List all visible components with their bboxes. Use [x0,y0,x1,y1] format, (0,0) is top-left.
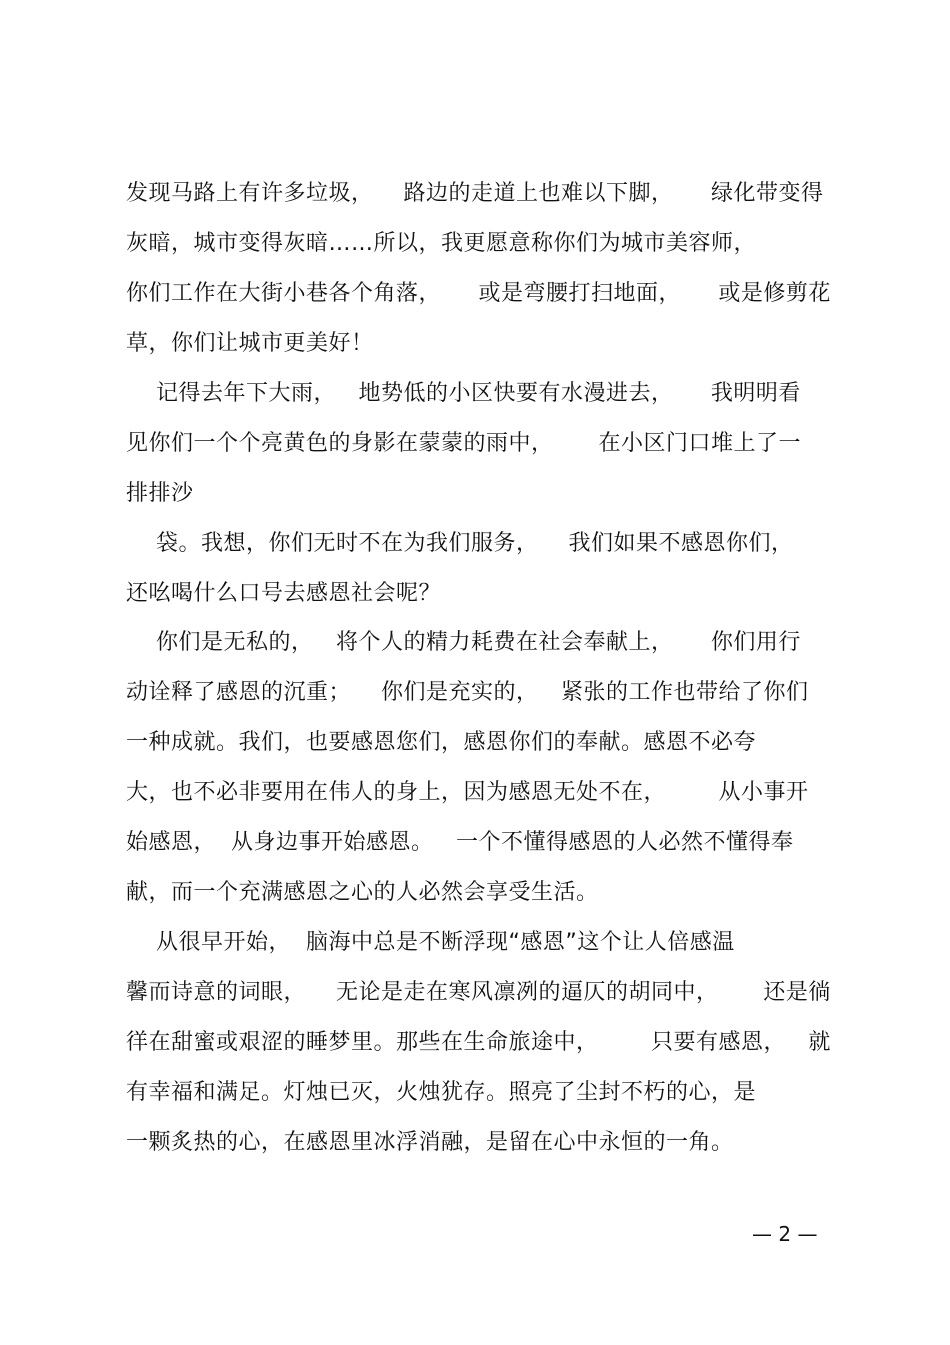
text-line: 徉在甜蜜或艰涩的睡梦里。那些在生命旅途中， 只要有感恩， 就 [126,1030,831,1055]
text-line: 有幸福和满足。灯烛已灭，火烛犹存。照亮了尘封不朽的心，是 [126,1080,757,1105]
text-line: 你们是无私的， 将个人的精力耗费在社会奉献上， 你们用行 [126,630,801,655]
text-line: 从很早开始， 脑海中总是不断浮现“感恩”这个让人倍感温 [126,930,735,955]
text-line: 袋。我想，你们无时不在为我们服务， 我们如果不感恩你们， [126,531,794,556]
text-line: 大，也不必非要用在伟人的身上，因为感恩无处不在， 从小事开 [126,780,809,805]
text-line: 始感恩， 从身边事开始感恩。 一个不懂得感恩的人必然不懂得奉 [126,830,794,855]
text-line: 记得去年下大雨， 地势低的小区快要有水漫进去， 我明明看 [126,381,801,406]
text-line: 还吆喝什么口号去感恩社会呢？ [126,581,442,606]
text-line: 排排沙 [126,481,194,506]
text-line: 你们工作在大街小巷各个角落， 或是弯腰打扫地面， 或是修剪花 [126,281,831,306]
text-line: 献，而一个充满感恩之心的人必然会享受生活。 [126,880,599,905]
text-line: 见你们一个个亮黄色的身影在蒙蒙的雨中， 在小区门口堆上了一 [126,431,801,456]
text-line: 馨而诗意的词眼， 无论是走在寒风凛冽的逼仄的胡同中， 还是徜 [126,980,831,1005]
text-line: 灰暗，城市变得灰暗……所以，我更愿意称你们为城市美容师， [126,231,757,256]
text-line: 一颗炙热的心，在感恩里冰浮消融，是留在心中永恒的一角。 [126,1130,734,1155]
page-number: — 2 — [752,1222,818,1246]
text-line: 草，你们让城市更美好！ [126,331,374,356]
text-line: 一种成就。我们，也要感恩您们，感恩你们的奉献。感恩不必夸 [126,730,757,755]
text-line: 动诠释了感恩的沉重； 你们是充实的， 紧张的工作也带给了你们 [126,680,809,705]
text-line: 发现马路上有许多垃圾， 路边的走道上也难以下脚， 绿化带变得 [126,181,824,206]
